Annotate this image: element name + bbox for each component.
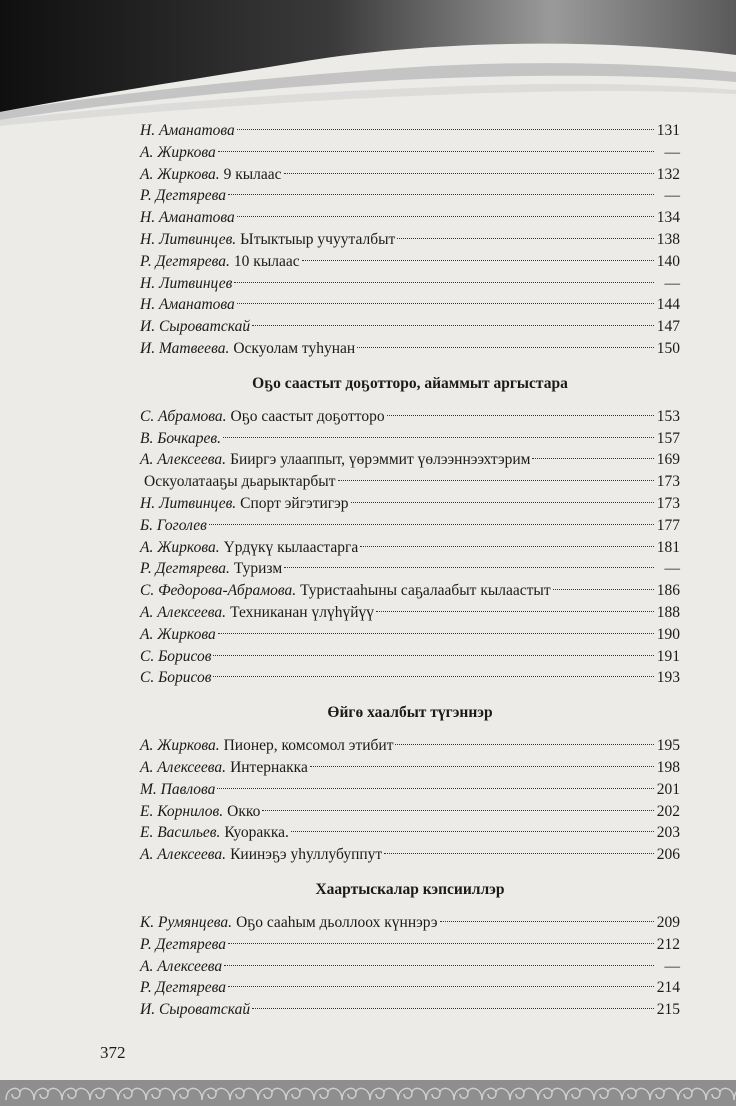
dot-leader: [237, 129, 654, 130]
toc-entry-page: 202: [656, 802, 680, 820]
dot-leader: [338, 480, 655, 481]
toc-entry: [140, 273, 680, 295]
toc-entry-author: Р. Дегтярева.: [140, 560, 230, 578]
toc-entry-page: 215: [656, 1001, 680, 1019]
dot-leader: [213, 676, 654, 677]
dot-leader: [395, 744, 654, 745]
dot-leader: [252, 325, 654, 326]
toc-entry-author: Б. Гоголев: [140, 516, 207, 534]
toc-entry-author: В. Бочкарев.: [140, 429, 221, 447]
toc-entry-author: А. Жиркова.: [140, 165, 220, 183]
toc-entry: [140, 602, 680, 624]
toc-entry-author: Е. Васильев.: [140, 824, 221, 842]
dot-leader: [213, 655, 654, 656]
toc-entry: [140, 735, 680, 757]
toc-entry: [140, 185, 680, 207]
toc-entry-author: М. Павлова: [140, 780, 216, 798]
toc-entry-title: Интернакка: [230, 758, 308, 776]
dot-leader: [218, 151, 654, 152]
toc-entry-author: Р. Дегтярева: [140, 187, 227, 205]
toc-entry: [140, 142, 680, 164]
toc-entry-page: 147: [656, 318, 680, 336]
toc-entry-author: Н. Литвинцев: [140, 274, 233, 292]
toc-entry-title: Окко: [227, 802, 261, 820]
toc-entry-page: —: [664, 274, 680, 292]
toc-entry-author: Р. Дегтярева: [140, 979, 227, 997]
toc-entry-title: Оскуолатааҕы дьарыктарбыт: [144, 473, 336, 491]
toc-entry-page: 181: [656, 538, 680, 556]
toc-entry: [140, 912, 680, 934]
toc-entry-author: Н. Аманатова: [140, 209, 235, 227]
toc-entry: [140, 449, 680, 471]
decorative-header-swoosh: [0, 0, 736, 130]
toc-entry-title: Бииргэ улааппыт, үөрэммит үөлээннээхтэрим: [230, 451, 531, 469]
toc-entry-author: С. Абрамова.: [140, 407, 227, 425]
toc-entry: [140, 977, 680, 999]
dot-leader: [228, 194, 654, 195]
toc-entry-page: 188: [656, 603, 680, 621]
toc-entry-author: И. Матвеева.: [140, 339, 230, 357]
decorative-ornament-border: [0, 1080, 736, 1106]
toc-entry-author: А. Жиркова: [140, 625, 216, 643]
toc-entry-page: 131: [656, 122, 680, 139]
dot-leader: [553, 589, 654, 590]
toc-entry-author: Р. Дегтярева: [140, 935, 227, 953]
toc-entry-author: А. Алексеева.: [140, 451, 227, 469]
page-number: 372: [100, 1043, 126, 1062]
dot-leader: [387, 415, 654, 416]
toc-entry: [140, 934, 680, 956]
dot-leader: [217, 788, 654, 789]
toc-sections: [140, 372, 680, 1021]
toc-entry-author: А. Алексеева.: [140, 846, 227, 864]
section-heading: Оҕо саастыт доҕотторо, айаммыт аргыстара: [252, 374, 568, 392]
toc-entry-title: Туризм: [233, 560, 283, 578]
toc-entry-author: И. Сыроватскай: [140, 318, 251, 336]
toc-entry-page: 134: [656, 209, 680, 227]
dot-leader: [209, 524, 654, 525]
dot-leader: [302, 260, 654, 261]
dot-leader: [218, 633, 654, 634]
toc-entry: [140, 956, 680, 978]
dot-leader: [360, 546, 654, 547]
toc-entry-author: С. Федорова-Абрамова.: [140, 582, 297, 600]
dot-leader: [262, 810, 654, 811]
toc-entry-title: Киинэҕэ уһуллубуппут: [230, 846, 383, 864]
toc-entry-page: 191: [656, 647, 680, 665]
toc-entry-page: 198: [656, 758, 680, 776]
dot-leader: [284, 567, 654, 568]
toc-entry-author: Р. Дегтярева.: [140, 252, 230, 270]
toc-entry-author: С. Борисов: [140, 669, 212, 687]
dot-leader: [228, 943, 654, 944]
toc-entry-page: —: [664, 560, 680, 578]
dot-leader: [237, 216, 654, 217]
toc-entry-page: 209: [656, 913, 680, 931]
dot-leader: [376, 611, 654, 612]
toc-entry-page: 169: [656, 451, 680, 469]
toc-entry-page: 193: [656, 669, 680, 687]
dot-leader: [252, 1008, 654, 1009]
toc-entry: [140, 667, 680, 689]
toc-entry-author: Н. Литвинцев.: [140, 230, 237, 248]
section-heading: Өйгө хаалбыт түгэннэр: [327, 704, 493, 722]
toc-entry-author: А. Алексеева.: [140, 603, 227, 621]
toc-entry-author: С. Борисов: [140, 647, 212, 665]
toc-entry-author: А. Жиркова.: [140, 538, 220, 556]
toc-entry: [140, 229, 680, 251]
toc-entry-page: 195: [656, 737, 680, 755]
toc-entry-page: 186: [656, 582, 680, 600]
toc-entry-page: 138: [656, 230, 680, 248]
toc-entry: [140, 338, 680, 360]
dot-leader: [351, 502, 654, 503]
toc-entry: [140, 207, 680, 229]
toc-entry: [140, 779, 680, 801]
toc-entry-page: 153: [656, 407, 680, 425]
toc-entry-title: Үрдүкү кылаастарга: [223, 538, 359, 556]
dot-leader: [397, 238, 654, 239]
toc-entry-page: 144: [656, 296, 680, 314]
toc-group-top: [140, 120, 680, 360]
toc-entry-title: Куоракка.: [224, 824, 289, 842]
toc-entry-author: Н. Аманатова: [140, 296, 235, 314]
toc-entry: [140, 844, 680, 866]
toc-entry-author: Н. Аманатова: [140, 122, 235, 139]
toc-entry-author: И. Сыроватскай: [140, 1001, 251, 1019]
toc-entry-page: 173: [656, 494, 680, 512]
toc-entry-title: 10 кылаас: [233, 252, 300, 270]
toc-entry-page: 140: [656, 252, 680, 270]
toc-entry-page: 203: [656, 824, 680, 842]
section-heading: Хаартыскалар кэпсииллэр: [315, 880, 505, 898]
toc-entry-page: 173: [656, 473, 680, 491]
toc-entry-page: 132: [656, 165, 680, 183]
toc-entry-title: Оҕо сааһым дьоллоох күннэрэ: [236, 913, 438, 931]
toc-entry-author: А. Алексеева: [140, 957, 223, 975]
toc-entry-page: 206: [656, 846, 680, 864]
toc-entry-title: Туристааһыны саҕалаабыт кылаастыт: [300, 582, 551, 600]
toc-entry: [140, 251, 680, 273]
toc-entry: [140, 580, 680, 602]
toc-entry-title: Оҕо саастыт доҕотторо: [230, 407, 385, 425]
toc-entry: [140, 801, 680, 823]
toc-entry: [140, 493, 680, 515]
toc-entry-page: —: [664, 957, 680, 975]
toc-entry: [140, 537, 680, 559]
toc-entry-author: К. Румянцева.: [140, 913, 233, 931]
toc-entry: [140, 515, 680, 537]
toc-entry: [140, 120, 680, 142]
toc-entry-page: —: [664, 143, 680, 161]
toc-entry: [140, 822, 680, 844]
toc-entry-page: 212: [656, 935, 680, 953]
toc-entry-author: А. Жиркова: [140, 143, 216, 161]
toc-entry-author: А. Алексеева.: [140, 758, 227, 776]
toc-entry: [140, 294, 680, 316]
toc-entry-author: Е. Корнилов.: [140, 802, 224, 820]
toc-entry: [140, 757, 680, 779]
toc-entry-page: 177: [656, 516, 680, 534]
dot-leader: [228, 986, 654, 987]
toc-entry: [140, 999, 680, 1021]
toc-entry: [140, 316, 680, 338]
toc-entry-page: 201: [656, 780, 680, 798]
dot-leader: [234, 282, 654, 283]
dot-leader: [223, 437, 654, 438]
toc-entry-title: Оскуолам туһунан: [233, 339, 356, 357]
dot-leader: [224, 965, 654, 966]
table-of-contents: [140, 120, 680, 1021]
toc-entry-title: Спорт эйгэтигэр: [240, 494, 349, 512]
toc-entry-page: 157: [656, 429, 680, 447]
toc-entry-author: А. Жиркова.: [140, 737, 220, 755]
toc-entry: [140, 406, 680, 428]
dot-leader: [384, 853, 654, 854]
toc-entry: [140, 624, 680, 646]
toc-entry-title: Ытыктыыр учууталбыт: [240, 230, 396, 248]
dot-leader: [440, 921, 654, 922]
dot-leader: [237, 303, 654, 304]
toc-entry-author: Н. Литвинцев.: [140, 494, 237, 512]
dot-leader: [357, 347, 654, 348]
dot-leader: [310, 766, 654, 767]
toc-entry: [140, 428, 680, 450]
toc-entry-title: Техниканан үлүһүйүү: [230, 603, 375, 621]
toc-entry-title: 9 кылаас: [223, 165, 282, 183]
toc-entry-title: Пионер, комсомол этибит: [223, 737, 394, 755]
dot-leader: [532, 458, 654, 459]
dot-leader: [291, 831, 654, 832]
toc-entry-page: 190: [656, 625, 680, 643]
dot-leader: [284, 173, 654, 174]
toc-entry: [140, 471, 680, 493]
toc-entry-page: 150: [656, 339, 680, 357]
toc-entry: [140, 646, 680, 668]
toc-entry-page: —: [664, 187, 680, 205]
toc-entry: [140, 164, 680, 186]
toc-entry: [140, 558, 680, 580]
toc-entry-page: 214: [656, 979, 680, 997]
